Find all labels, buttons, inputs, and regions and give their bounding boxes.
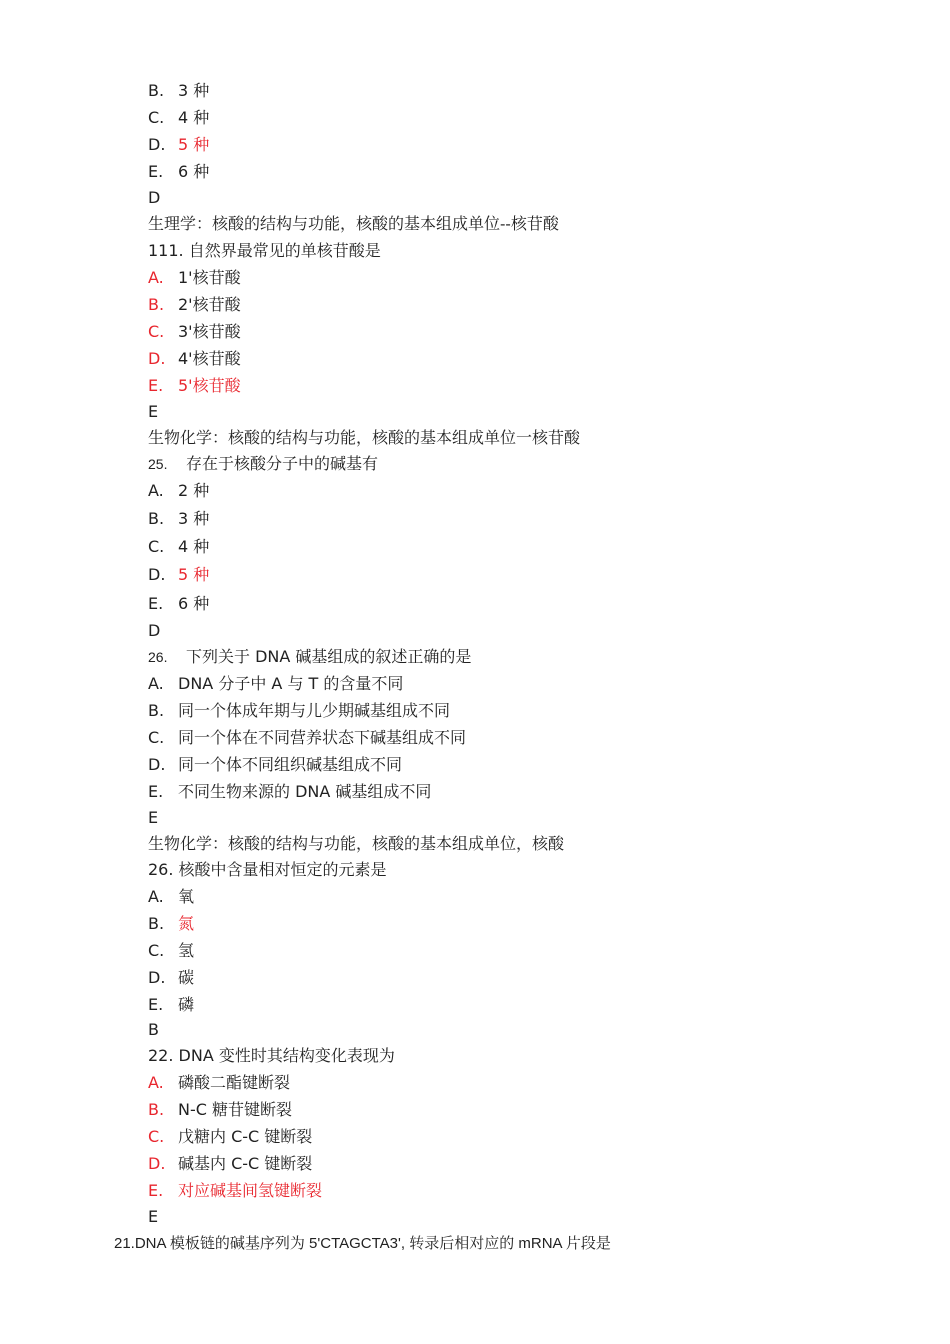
explanation-note: 生理学：核酸的结构与功能，核酸的基本组成单位--核苷酸 [148,214,559,233]
question-111: 111. 自然界最常见的单核苷酸是 [148,241,381,260]
option-e: E. 6 种 [148,594,210,613]
answer: E [148,1207,159,1226]
option-c: C. 4 种 [148,537,210,556]
option-b: B. 同一个体成年期与儿少期碱基组成不同 [148,701,451,720]
option-d: D. 碳 [148,968,195,987]
answer: E [148,808,159,827]
option-b: B. N-C 糖苷键断裂 [148,1100,293,1119]
explanation-note: 生物化学：核酸的结构与功能，核酸的基本组成单位，核酸 [148,834,565,853]
option-c: C. 氢 [148,941,195,960]
option-e: E. 不同生物来源的 DNA 碱基组成不同 [148,782,432,801]
answer: D [148,621,161,640]
option-b: B. 氮 [148,914,195,933]
option-b: B. 2'核苷酸 [148,295,241,314]
question-21: 21.DNA 模板链的碱基序列为 5'CTAGCTA3', 转录后相对应的 mRNA 片段是 [114,1235,611,1252]
answer: E [148,402,159,421]
answer: D [148,188,161,207]
option-a: A. 磷酸二酯键断裂 [148,1073,291,1092]
option-d: D. 碱基内 C-C 键断裂 [148,1154,313,1173]
question-22: 22. DNA 变性时其结构变化表现为 [148,1046,395,1065]
option-a: A. 1'核苷酸 [148,268,241,287]
option-e: E. 对应碱基间氢键断裂 [148,1181,323,1200]
option-a: A. DNA 分子中 A 与 T 的含量不同 [148,674,404,693]
option-b: B. 3 种 [148,81,210,100]
answer: B [148,1020,159,1039]
explanation-note: 生物化学：核酸的结构与功能，核酸的基本组成单位一核苷酸 [148,428,581,447]
option-a: A. 氧 [148,887,195,906]
option-d: D. 4'核苷酸 [148,349,241,368]
option-c: C. 戊糖内 C-C 键断裂 [148,1127,313,1146]
option-e: E. 6 种 [148,162,210,181]
option-c: C. 4 种 [148,108,210,127]
option-c: C. 同一个体在不同营养状态下碱基组成不同 [148,728,467,747]
option-d: D. 同一个体不同组织碱基组成不同 [148,755,403,774]
question-26b: 26. 核酸中含量相对恒定的元素是 [148,860,387,879]
option-a: A. 2 种 [148,481,210,500]
question-26a: 26. 下列关于 DNA 碱基组成的叙述正确的是 [148,647,472,666]
option-e: E. 磷 [148,995,195,1014]
option-e: E. 5'核苷酸 [148,376,241,395]
option-b: B. 3 种 [148,509,210,528]
question-25: 25. 存在于核酸分子中的碱基有 [148,454,379,473]
option-d: D. 5 种 [148,135,210,154]
option-c: C. 3'核苷酸 [148,322,241,341]
option-d: D. 5 种 [148,565,210,584]
